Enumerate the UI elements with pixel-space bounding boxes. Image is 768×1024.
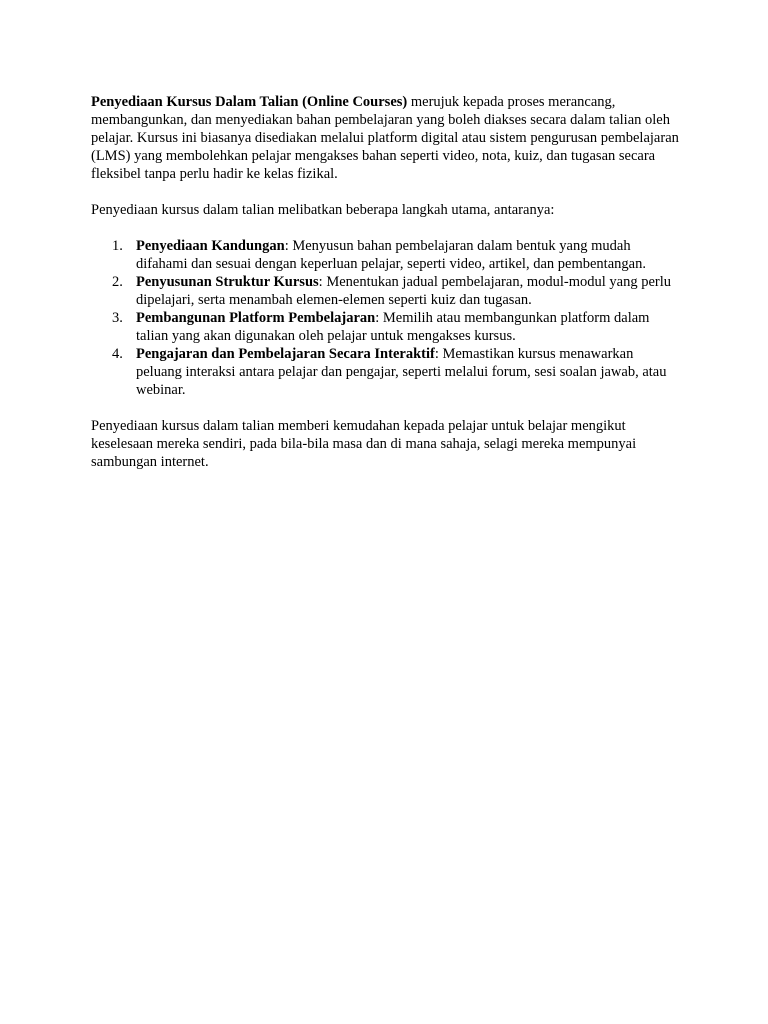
list-item [91, 345, 681, 399]
intro-text: merujuk kepada proses merancang, membangunkan, dan menyediakan bahan pembelajaran yang boleh diakses secara dalam talian oleh pelajar. Kursus ini biasanya disediakan melalui platform digital atau sistem pengurusan pembelajaran (LMS) yang membolehkan pelajar mengakses bahan seperti video, nota, kuiz, dan tugasan secara fleksibel tanpa perlu hadir ke kelas fizikal. [91, 94, 679, 182]
list-item [91, 309, 681, 345]
list-item-text: : Memilih atau membangunkan platform dalam talian yang akan digunakan oleh pelajar untuk mengakses kursus. [136, 310, 650, 344]
list-item-number: 1. [112, 238, 123, 254]
list-item [91, 273, 681, 309]
list-item-title: Pembangunan Platform Pembelajaran [136, 310, 376, 326]
document-page [91, 93, 681, 489]
steps-list [91, 237, 681, 399]
intro-paragraph [91, 93, 681, 183]
closing-paragraph: Penyediaan kursus dalam talian memberi kemudahan kepada pelajar untuk belajar mengikut keselesaan mereka sendiri, pada bila-bila masa dan di mana sahaja, selagi mereka mempunyai sambungan internet. [91, 418, 637, 470]
list-item-text: : Memastikan kursus menawarkan peluang interaksi antara pelajar dan pengajar, seperti melalui forum, sesi soalan jawab, atau webinar. [136, 346, 667, 398]
list-item-text: : Menyusun bahan pembelajaran dalam bentuk yang mudah difahami dan sesuai dengan keperluan pelajar, seperti video, artikel, dan pembentangan. [136, 238, 646, 272]
list-item-text: : Menentukan jadual pembelajaran, modul-modul yang perlu dipelajari, serta menambah elemen-elemen seperti kuiz dan tugasan. [136, 274, 671, 308]
list-item-number: 4. [112, 346, 123, 362]
list-item-title: Pengajaran dan Pembelajaran Secara Interaktif [136, 346, 435, 362]
list-item-number: 3. [112, 310, 123, 326]
lead-paragraph: Penyediaan kursus dalam talian melibatkan beberapa langkah utama, antaranya: [91, 202, 555, 218]
list-item-number: 2. [112, 274, 123, 290]
list-item [91, 237, 681, 273]
intro-bold-term: Penyediaan Kursus Dalam Talian (Online Courses) [91, 94, 408, 110]
list-item-title: Penyusunan Struktur Kursus [136, 274, 319, 290]
list-item-title: Penyediaan Kandungan [136, 238, 285, 254]
